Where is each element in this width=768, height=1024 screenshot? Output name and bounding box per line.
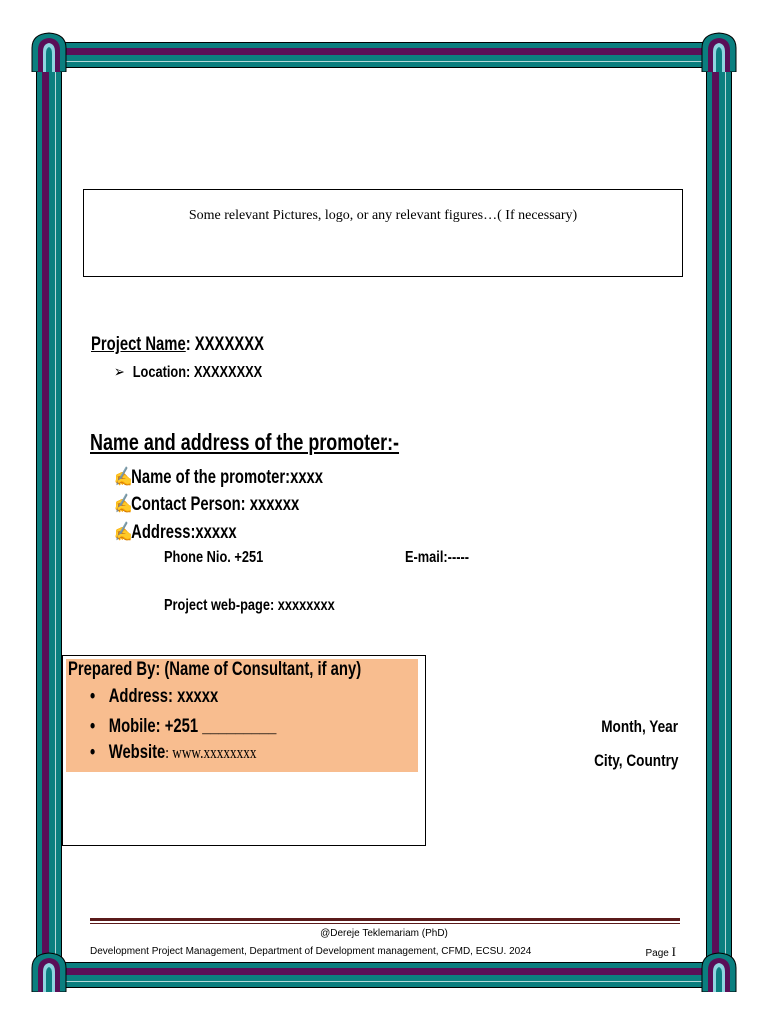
promoter-heading: Name and address of the promoter:- (90, 429, 400, 455)
project-location (114, 362, 262, 382)
footer-rule (90, 918, 680, 921)
consultant-address (90, 686, 218, 708)
project-name-value: : XXXXXXX (185, 334, 264, 355)
page-number: I (671, 944, 676, 959)
page-indicator (646, 944, 676, 960)
footer-credit: @Dereje Teklemariam (PhD) (320, 928, 448, 939)
border-left (36, 66, 62, 966)
project-name-label: Project Name (91, 334, 186, 355)
footer-rule-thin (90, 923, 680, 924)
bullet-icon: • (90, 716, 96, 737)
consultant-mobile-text: Mobile: +251 _________ (108, 716, 277, 737)
figure-placeholder-text: Some relevant Pictures, logo, or any relevant figures…( If necessary) (188, 208, 578, 223)
arrow-bullet-icon: ➢ (114, 364, 125, 381)
arch-corner-icon (30, 952, 68, 992)
promoter-email: E-mail:----- (405, 549, 469, 566)
writing-hand-icon: ✍ (114, 522, 133, 543)
website-value: : www.xxxxxxxx (165, 743, 257, 762)
border-bottom (60, 962, 708, 988)
date-text: Month, Year (601, 717, 678, 736)
writing-hand-icon: ✍ (114, 467, 133, 488)
promoter-contact (114, 492, 299, 516)
promoter-address-text: Address:xxxxx (131, 522, 237, 543)
bullet-icon: • (90, 742, 96, 763)
promoter-contact-text: Contact Person: xxxxxx (131, 494, 300, 515)
border-right (706, 66, 732, 966)
promoter-phone: Phone Nio. +251 (164, 549, 264, 566)
consultant-address-text: Address: xxxxx (108, 686, 219, 707)
promoter-name (114, 465, 323, 489)
location-text: Location: XXXXXXXX (132, 364, 263, 381)
page-label: Page (645, 948, 669, 959)
bullet-icon: • (90, 686, 96, 707)
figure-placeholder-box (83, 189, 683, 277)
arch-corner-icon (700, 952, 738, 992)
arch-corner-icon (30, 32, 68, 72)
prepared-by-title: Prepared By: (Name of Consultant, if any) (68, 659, 362, 680)
consultant-mobile (90, 716, 276, 738)
promoter-name-text: Name of the promoter:xxxx (131, 467, 324, 488)
place-text: City, Country (593, 751, 678, 770)
writing-hand-icon: ✍ (114, 494, 133, 515)
arch-corner-icon (700, 32, 738, 72)
border-top (60, 42, 708, 68)
promoter-address (114, 520, 237, 544)
footer-text: Development Project Management, Department of Development management, CFMD, ECSU. 2024 (90, 946, 532, 957)
project-webpage: Project web-page: xxxxxxxx (164, 597, 335, 614)
website-label: Website (108, 742, 166, 763)
project-name (91, 334, 264, 356)
consultant-website (90, 742, 257, 764)
